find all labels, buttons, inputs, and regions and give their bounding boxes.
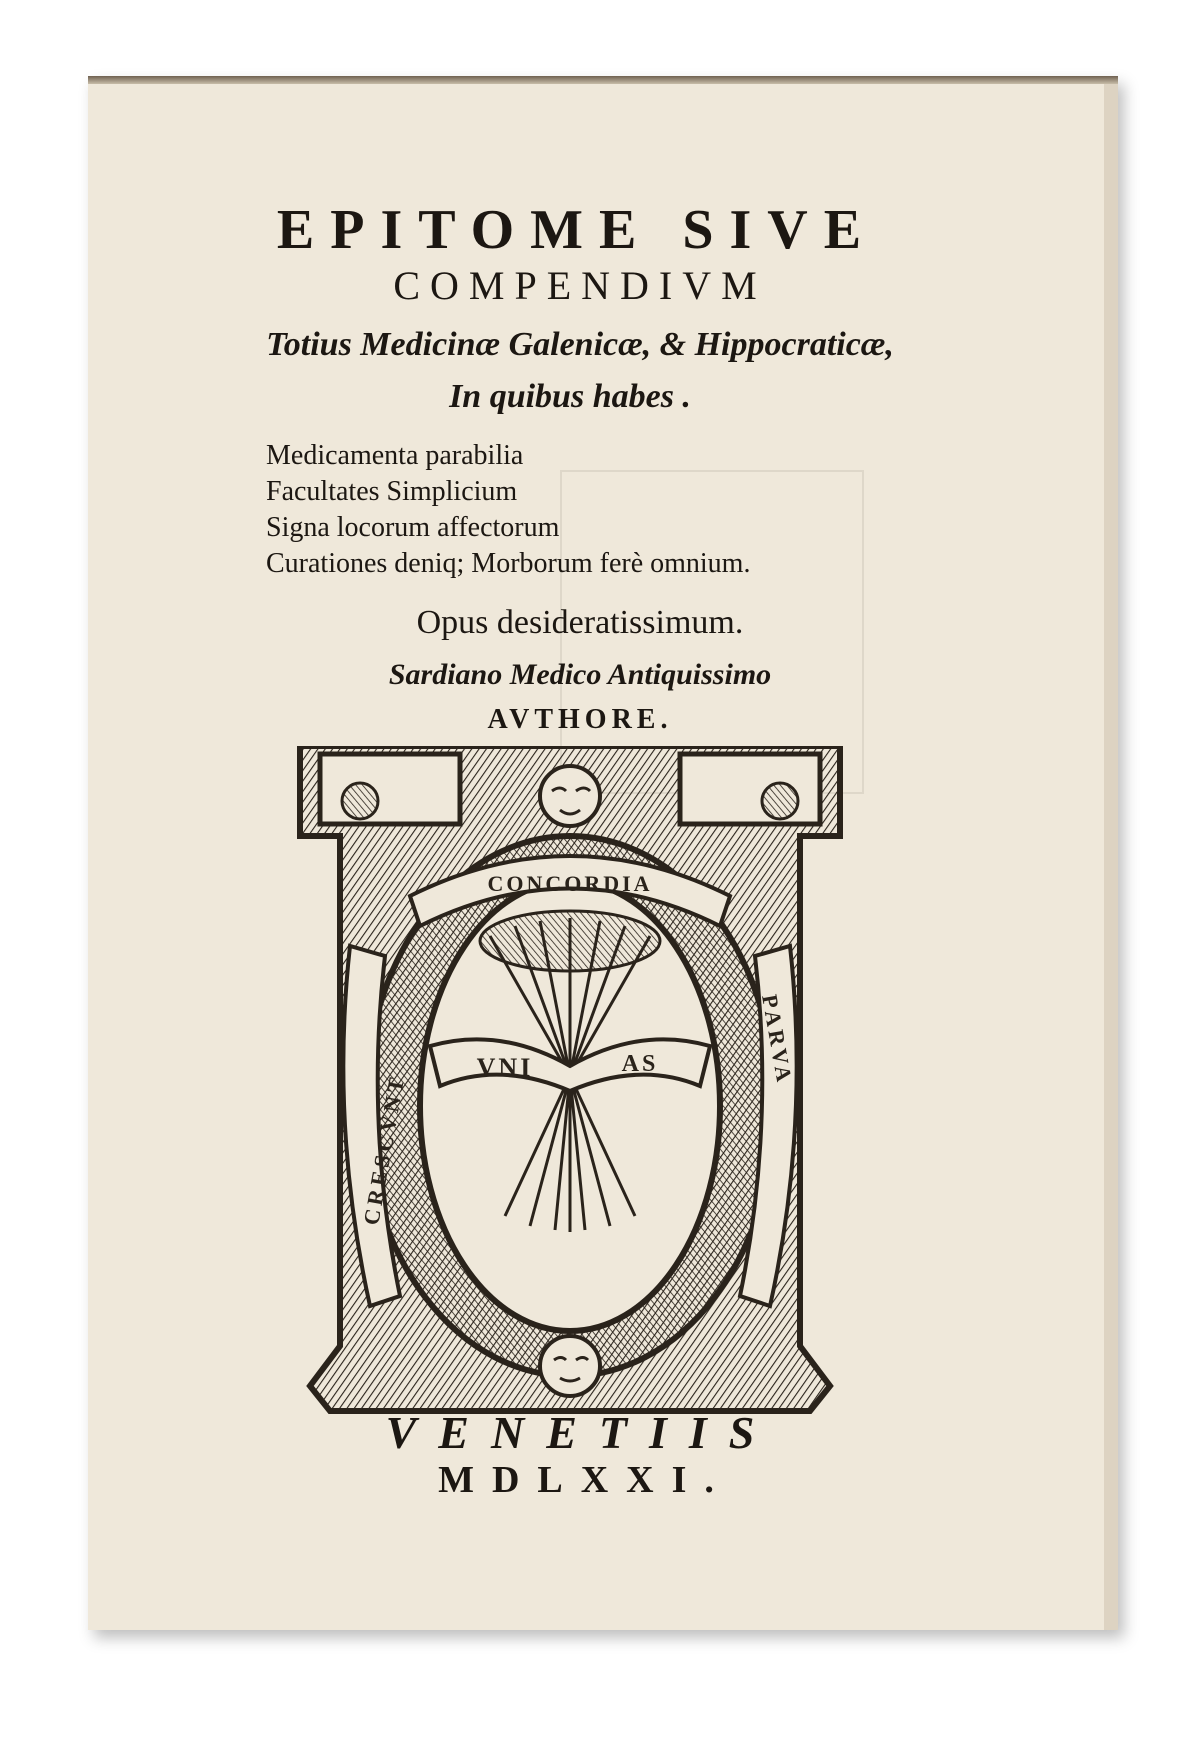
contents-item: Medicamenta parabilia <box>266 440 524 471</box>
imprint-year: MDLXXI. <box>438 1459 732 1501</box>
ribbon-center-text: VNI <box>476 1053 534 1082</box>
title-line-4: In quibus habes . <box>449 378 691 415</box>
title-line-1: EPITOME SIVE <box>276 199 878 261</box>
title-line-2: COMPENDIVM <box>393 263 767 308</box>
banner-left-text: CRESCVNT <box>358 1071 410 1227</box>
mask-face-icon <box>540 1336 600 1396</box>
right-cap <box>680 754 820 824</box>
left-cap <box>320 754 460 824</box>
cherub-head-icon <box>540 766 600 826</box>
page-top-edge <box>88 76 1118 84</box>
contents-item: Signa locorum affectorum <box>266 512 560 543</box>
contents-item: Facultates Simplicium <box>266 476 518 507</box>
opus-line: Opus desideratissimum. <box>416 604 744 641</box>
banner-right-text: PARVA <box>757 992 798 1088</box>
author-label: AVTHORE. <box>487 704 673 735</box>
left-rosette-icon <box>342 783 378 819</box>
contents-item: Curationes deniq; Morborum ferè omnium. <box>266 548 751 579</box>
author-line: Sardiano Medico Antiquissimo <box>388 658 772 691</box>
printers-device-woodcut <box>290 746 850 1416</box>
banner-top-text: CONCORDIA <box>487 871 653 896</box>
imprint-place: VENETIIS <box>385 1407 777 1458</box>
contents-list <box>266 438 750 582</box>
title-line-3: Totius Medicinæ Galenicæ, & Hippocraticæ, <box>266 326 894 363</box>
right-rosette-icon <box>762 783 798 819</box>
ribbon-right-text: AS <box>621 1051 659 1077</box>
